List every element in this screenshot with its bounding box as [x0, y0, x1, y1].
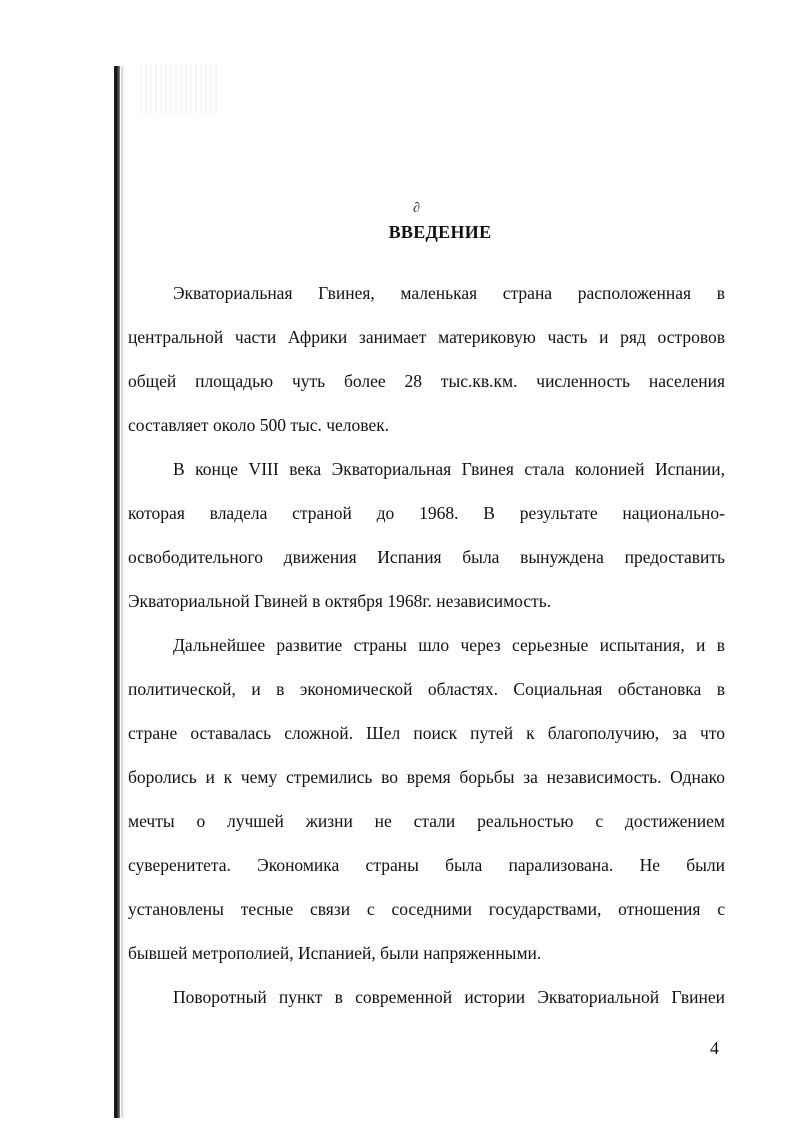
- text-line: мечты о лучшей жизни не стали реальностью с достижением: [128, 811, 725, 831]
- text-line: бывшей метрополией, Испанией, были напряженными.: [128, 943, 542, 963]
- text-line: боролись и к чему стремились во время борьбы за независимость. Однако: [128, 767, 725, 787]
- page-mark: ∂: [413, 201, 420, 216]
- text-line: стране оставалась сложной. Шел поиск путей к благополучию, за что: [128, 723, 725, 743]
- text-line: которая владела страной до 1968. В результате национально-: [128, 503, 725, 523]
- text-line: центральной части Африки занимает материковую часть и ряд островов: [128, 327, 725, 347]
- text-line: Экваториальной Гвиней в октября 1968г. независимость.: [128, 591, 552, 611]
- text-line: общей площадью чуть более 28 тыс.кв.км. численность населения: [128, 371, 725, 391]
- text-line: освободительного движения Испания была вынуждена предоставить: [128, 547, 725, 567]
- text-line: суверенитета. Экономика страны была парализована. Не были: [128, 855, 725, 875]
- page-number: 4: [710, 1038, 719, 1058]
- text-line: Поворотный пункт в современной истории Экваториальной Гвинеи: [173, 987, 725, 1007]
- text-line: В конце VIII века Экваториальная Гвинея стала колонией Испании,: [173, 459, 725, 479]
- text-line: политической, и в экономической областях. Социальная обстановка в: [128, 679, 725, 699]
- text-line: Дальнейшее развитие страны шло через серьезные испытания, и в: [173, 635, 725, 655]
- text-line: составляет около 500 тыс. человек.: [128, 415, 390, 435]
- text-line: Экваториальная Гвинея, маленькая страна расположенная в: [173, 283, 725, 303]
- page-heading: ВВЕДЕНИЕ: [388, 222, 492, 242]
- scan-smudge: [140, 64, 218, 114]
- text-line: установлены тесные связи с соседними государствами, отношения с: [128, 899, 725, 919]
